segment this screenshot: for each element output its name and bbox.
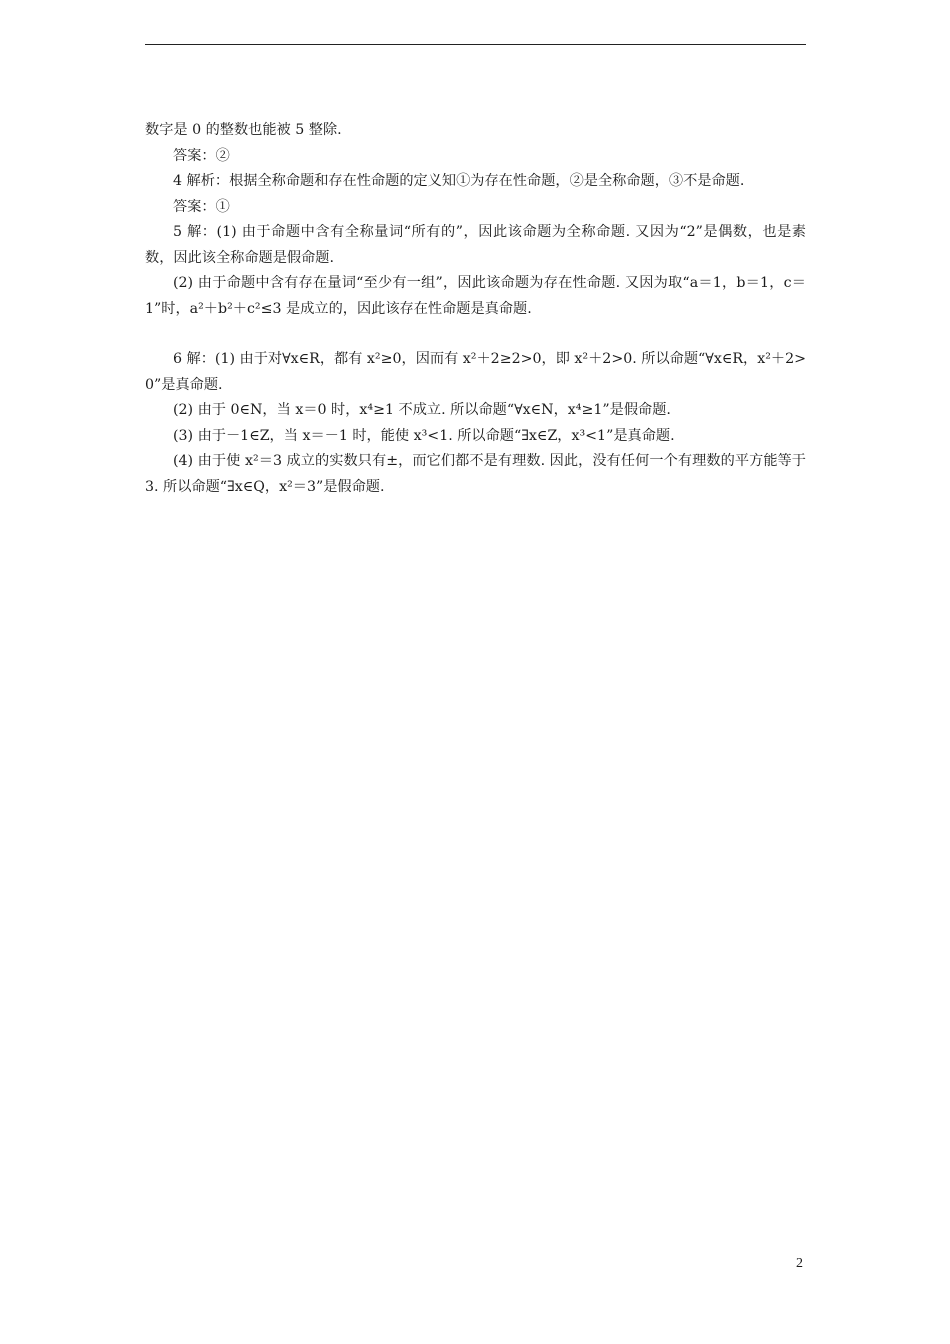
header-rule xyxy=(145,44,806,45)
solution-5-part-1: 5 解：(1) 由于命题中含有全称量词“所有的”，因此该命题为全称命题. 又因为“2”是偶数，也是素数，因此该全称命题是假命题. xyxy=(145,224,806,266)
paragraph-gap xyxy=(145,322,806,347)
page-number: 2 xyxy=(796,1256,803,1271)
answer-line: 答案：① xyxy=(173,198,230,215)
solution-4: 4 解析：根据全称命题和存在性命题的定义知①为存在性命题，②是全称命题，③不是命题. xyxy=(173,173,745,189)
answer-line: 答案：② xyxy=(173,147,230,164)
solution-6-part-1: 6 解：(1) 由于对∀x∈R，都有 x²≥0，因而有 x²＋2≥2>0，即 x²＋2>0. 所以命题“∀x∈R，x²＋2>0”是真命题. xyxy=(145,351,806,393)
solution-6-part-2: (2) 由于 0∈N，当 x＝0 时，x⁴≥1 不成立. 所以命题“∀x∈N，x⁴≥1”是假命题. xyxy=(173,402,671,418)
text-line: 数字是 0 的整数也能被 5 整除. xyxy=(145,122,342,138)
solution-5-part-2: (2) 由于命题中含有存在量词“至少有一组”，因此该命题为存在性命题. 又因为取“a＝1，b＝1，c＝1”时，a²＋b²＋c²≤3 是成立的，因此该存在性命题是真命题. xyxy=(145,275,806,317)
document-body xyxy=(145,118,811,500)
solution-6-part-3: (3) 由于－1∈Z，当 x＝－1 时，能使 x³<1. 所以命题“∃x∈Z，x³<1”是真命题. xyxy=(173,427,675,444)
solution-6-part-4: (4) 由于使 x²＝3 成立的实数只有±，而它们都不是有理数. 因此，没有任何一个有理数的平方能等于 3. 所以命题“∃x∈Q，x²＝3”是假命题. xyxy=(145,453,811,495)
